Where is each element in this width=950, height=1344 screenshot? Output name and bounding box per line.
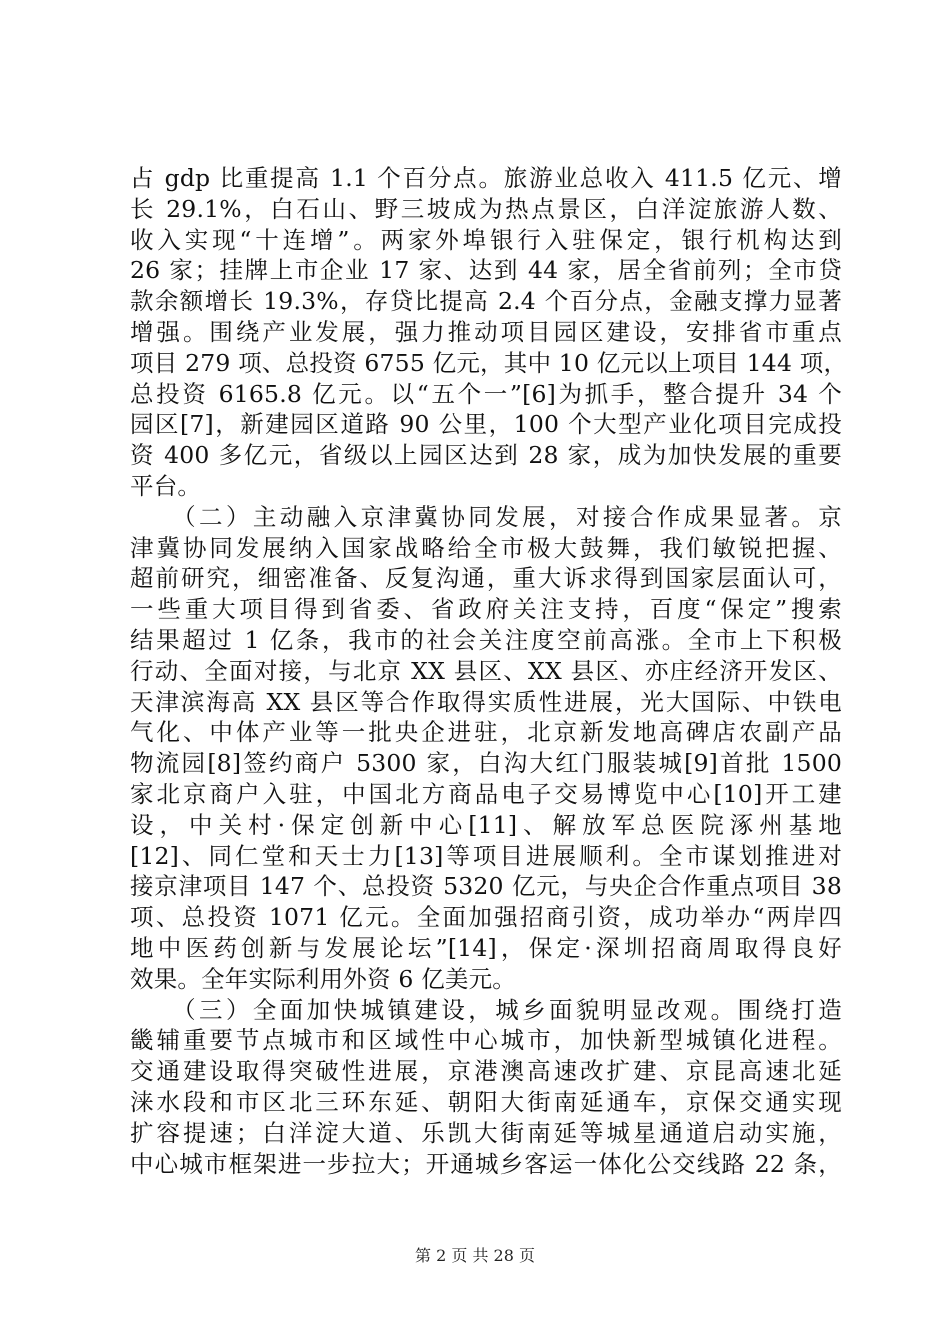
text-line: 地中医药创新与发展论坛”[14]，保定·深圳招商周取得良好: [130, 933, 842, 962]
text-line: 物流园[8]签约商户 5300 家，白沟大红门服装城[9]首批 1500: [130, 749, 842, 778]
text-line: 资 400 多亿元，省级以上园区达到 28 家，成为加快发展的重要: [130, 441, 842, 470]
text-line: （三）全面加快城镇建设，城乡面貌明显改观。围绕打造: [130, 995, 842, 1024]
text-line: 涞水段和市区北三环东延、朝阳大街南延通车，京保交通实现: [130, 1087, 842, 1116]
text-line: 效果。全年实际利用外资 6 亿美元。: [130, 964, 516, 993]
text-line: 天津滨海高 XX 县区等合作取得实质性进展，光大国际、中铁电: [130, 687, 842, 716]
text-line: 款余额增长 19.3%，存贷比提高 2.4 个百分点，金融支撑力显著: [130, 287, 842, 316]
text-line: 设，中关村·保定创新中心[11]、解放军总医院涿州基地: [130, 810, 842, 839]
text-line: 一些重大项目得到省委、省政府关注支持，百度“保定”搜索: [130, 595, 842, 624]
text-line: 平台。: [130, 471, 202, 500]
page-footer: 第 2 页 共 28 页: [415, 1246, 535, 1265]
text-line: 扩容提速；白洋淀大道、乐凯大街南延等城星通道启动实施，: [130, 1118, 842, 1147]
text-line: 园区[7]，新建园区道路 90 公里，100 个大型产业化项目完成投: [130, 410, 842, 439]
text-line: 占 gdp 比重提高 1.1 个百分点。旅游业总收入 411.5 亿元、增: [130, 164, 842, 192]
text-line: 行动、全面对接，与北京 XX 县区、XX 县区、亦庄经济开发区、: [130, 656, 842, 685]
text-line: 津冀协同发展纳入国家战略给全市极大鼓舞，我们敏锐把握、: [130, 533, 842, 562]
text-line: 气化、中体产业等一批央企进驻，北京新发地高碑店农副产品: [130, 718, 842, 747]
text-line: [12]、同仁堂和天士力[13]等项目进展顺利。全市谋划推进对: [130, 841, 842, 870]
text-line: 畿辅重要节点城市和区域性中心城市，加快新型城镇化进程。: [130, 1026, 842, 1055]
text-line: 总投资 6165.8 亿元。以“五个一”[6]为抓手，整合提升 34 个: [130, 379, 842, 408]
text-line: 增强。围绕产业发展，强力推动项目园区建设，安排省市重点: [130, 317, 842, 346]
text-line: 收入实现“十连增”。两家外埠银行入驻保定，银行机构达到: [130, 225, 842, 254]
body-text: [130, 163, 848, 1179]
text-line: 中心城市框架进一步拉大；开通城乡客运一体化公交线路 22 条，: [130, 1149, 842, 1178]
text-line: 项、总投资 1071 亿元。全面加强招商引资，成功举办“两岸四: [130, 903, 842, 932]
text-line: （二）主动融入京津冀协同发展，对接合作成果显著。京: [130, 502, 842, 531]
text-line: 超前研究，细密准备、反复沟通，重大诉求得到国家层面认可，: [130, 564, 842, 593]
text-line: 项目 279 项、总投资 6755 亿元，其中 10 亿元以上项目 144 项，: [130, 348, 848, 377]
text-line: 家北京商户入驻，中国北方商品电子交易博览中心[10]开工建: [130, 779, 842, 808]
text-line: 结果超过 1 亿条，我市的社会关注度空前高涨。全市上下积极: [130, 625, 842, 654]
text-line: 26 家；挂牌上市企业 17 家、达到 44 家，居全省前列；全市贷: [130, 256, 842, 285]
text-line: 接京津项目 147 个、总投资 5320 亿元，与央企合作重点项目 38: [130, 872, 842, 901]
text-line: 长 29.1%，白石山、野三坡成为热点景区，白洋淀旅游人数、: [130, 194, 842, 223]
text-line: 交通建设取得突破性进展，京港澳高速改扩建、京昆高速北延: [130, 1057, 842, 1086]
